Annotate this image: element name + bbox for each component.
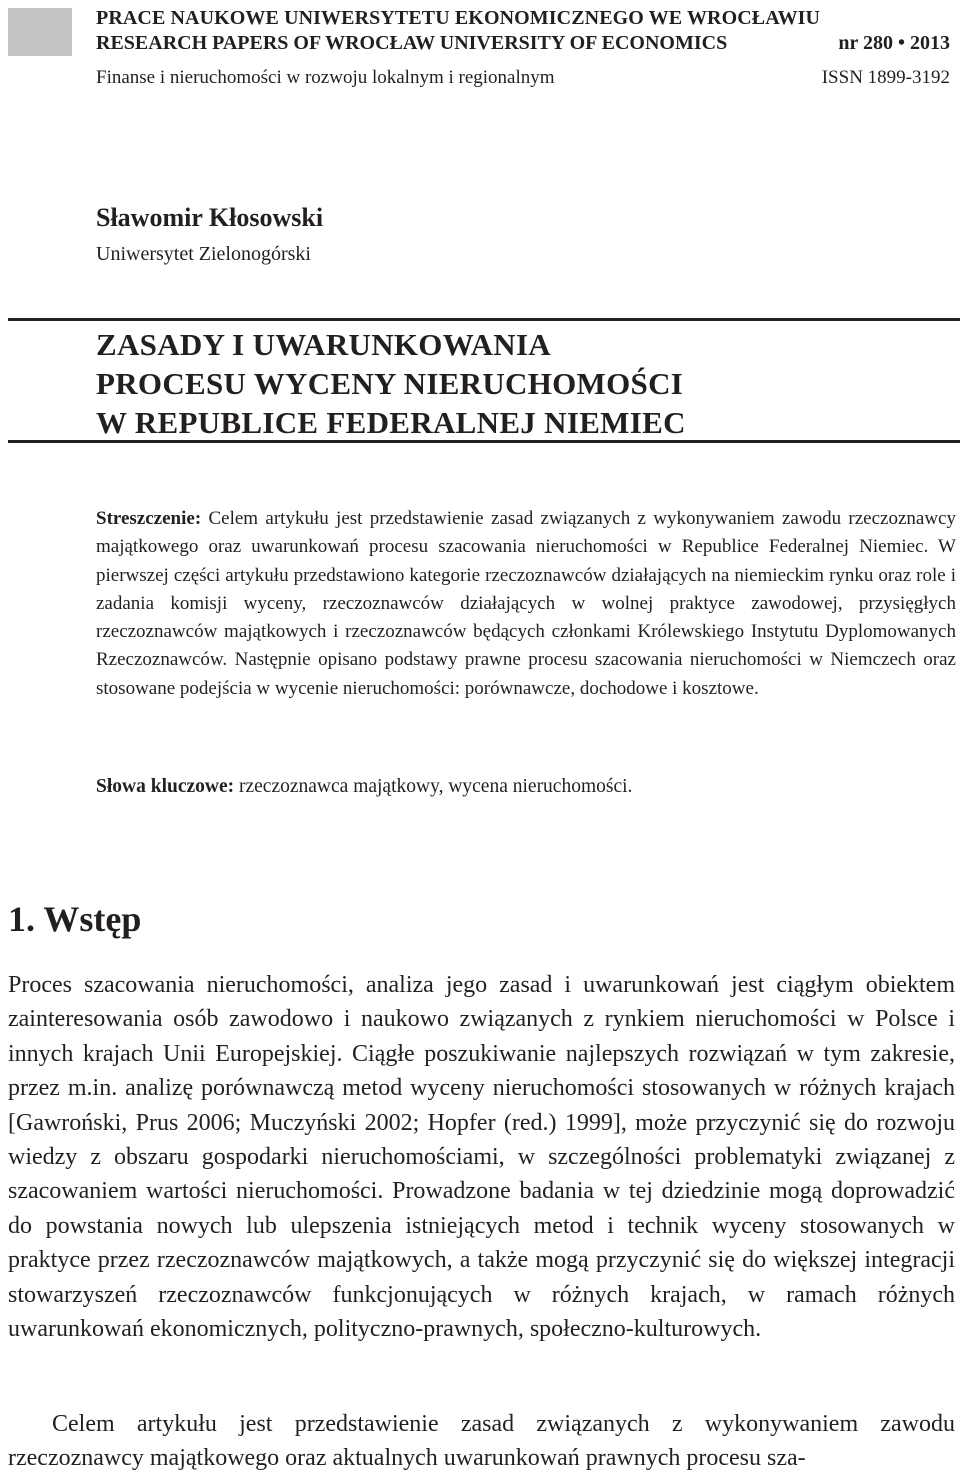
- issue-number: nr 280 • 2013: [838, 32, 950, 54]
- series-title: Finanse i nieruchomości w rozwoju lokalnym i regionalnym: [96, 67, 555, 88]
- author-name: Sławomir Kłosowski: [96, 203, 324, 232]
- title-line-3: W REPUBLICE FEDERALNEJ NIEMIEC: [96, 405, 686, 440]
- journal-name-english: RESEARCH PAPERS OF WROCŁAW UNIVERSITY OF ECONOMICS: [96, 32, 728, 54]
- keywords-label: Słowa kluczowe:: [96, 776, 235, 797]
- paragraph-1: Proces szacowania nieruchomości, analiza jego zasad i uwarunkowań jest ciągłym obiektem zainteresowania osób zawodowo i naukowo związanych z rynkiem nieruchomości w Polsce i innych krajach Unii Europejskiej. Ciągłe poszukiwanie najlepszych rozwiązań w tym zakresie, przez m.in. analizę porównawczą metod wyceny nieruchomości stosowanych w różnych krajach [Gawroński, Prus 2006; Muczyński 2002; Hopfer (red.) 1999], może przyczynić się do rozwoju wiedzy z obszaru gospodarki nieruchomościami, w szczególności problematyki związanej z szacowaniem wartości nieruchomości. Prowadzone badania w tej dziedzinie mogą doprowadzić do powstania nowych lub ulepszenia istniejących metod i technik wyceny stosowanych w praktyce przez rzeczoznawców majątkowych, a także mogą przyczynić się do większej integracji stowarzyszeń rzeczoznawców funkcjonujących w różnych krajach, w ramach różnych uwarunkowań ekonomicznych, polityczno-prawnych, społeczno-kulturowych.: [8, 972, 955, 1343]
- journal-name-polish: PRACE NAUKOWE UNIWERSYTETU EKONOMICZNEGO WE WROCŁAWIU: [96, 7, 821, 29]
- section-heading: 1. Wstęp: [8, 899, 142, 939]
- keywords: [96, 776, 632, 798]
- keywords-text: rzeczoznawca majątkowy, wycena nieruchomości.: [239, 776, 633, 797]
- journal-name-english-row: [96, 32, 950, 55]
- abstract-label: Streszczenie:: [96, 508, 202, 529]
- paragraph-2: Celem artykułu jest przedstawienie zasad związanych z wykonywaniem zawodu rzeczoznawcy majątkowego oraz aktualnych uwarunkowań prawnych procesu sza-: [8, 1411, 955, 1472]
- title-line-1: ZASADY I UWARUNKOWANIA: [96, 327, 551, 362]
- title-rule-top: [8, 318, 960, 321]
- author-affiliation: Uniwersytet Zielonogórski: [96, 243, 311, 265]
- issn: ISSN 1899-3192: [821, 67, 950, 88]
- title-line-2: PROCESU WYCENY NIERUCHOMOŚCI: [96, 366, 684, 401]
- abstract: [96, 505, 956, 703]
- series-row: [96, 67, 950, 89]
- title-rule-bottom: [8, 440, 960, 443]
- header-gray-block: [8, 8, 72, 56]
- abstract-text: Celem artykułu jest przedstawienie zasad związanych z wykonywaniem zawodu rzeczoznawcy majątkowego oraz uwarunkowań procesu szacowania nieruchomości w Republice Federalnej Niemiec. W pierwszej części artykułu przedstawiono kategorie rzeczoznawców działających na niemieckim rynku oraz role i zadania komisji wyceny, rzeczoznawców działających w wolnej praktyce zawodowej, przysięgłych rzeczoznawców majątkowych i rzeczoznawców będących członkami Królewskiego Instytutu Dyplomowanych Rzeczoznawców. Następnie opisano podstawy prawne procesu szacowania nieruchomości w Niemczech oraz stosowane podejścia w wycenie nieruchomości: porównawcze, dochodowe i kosztowe.: [96, 508, 956, 699]
